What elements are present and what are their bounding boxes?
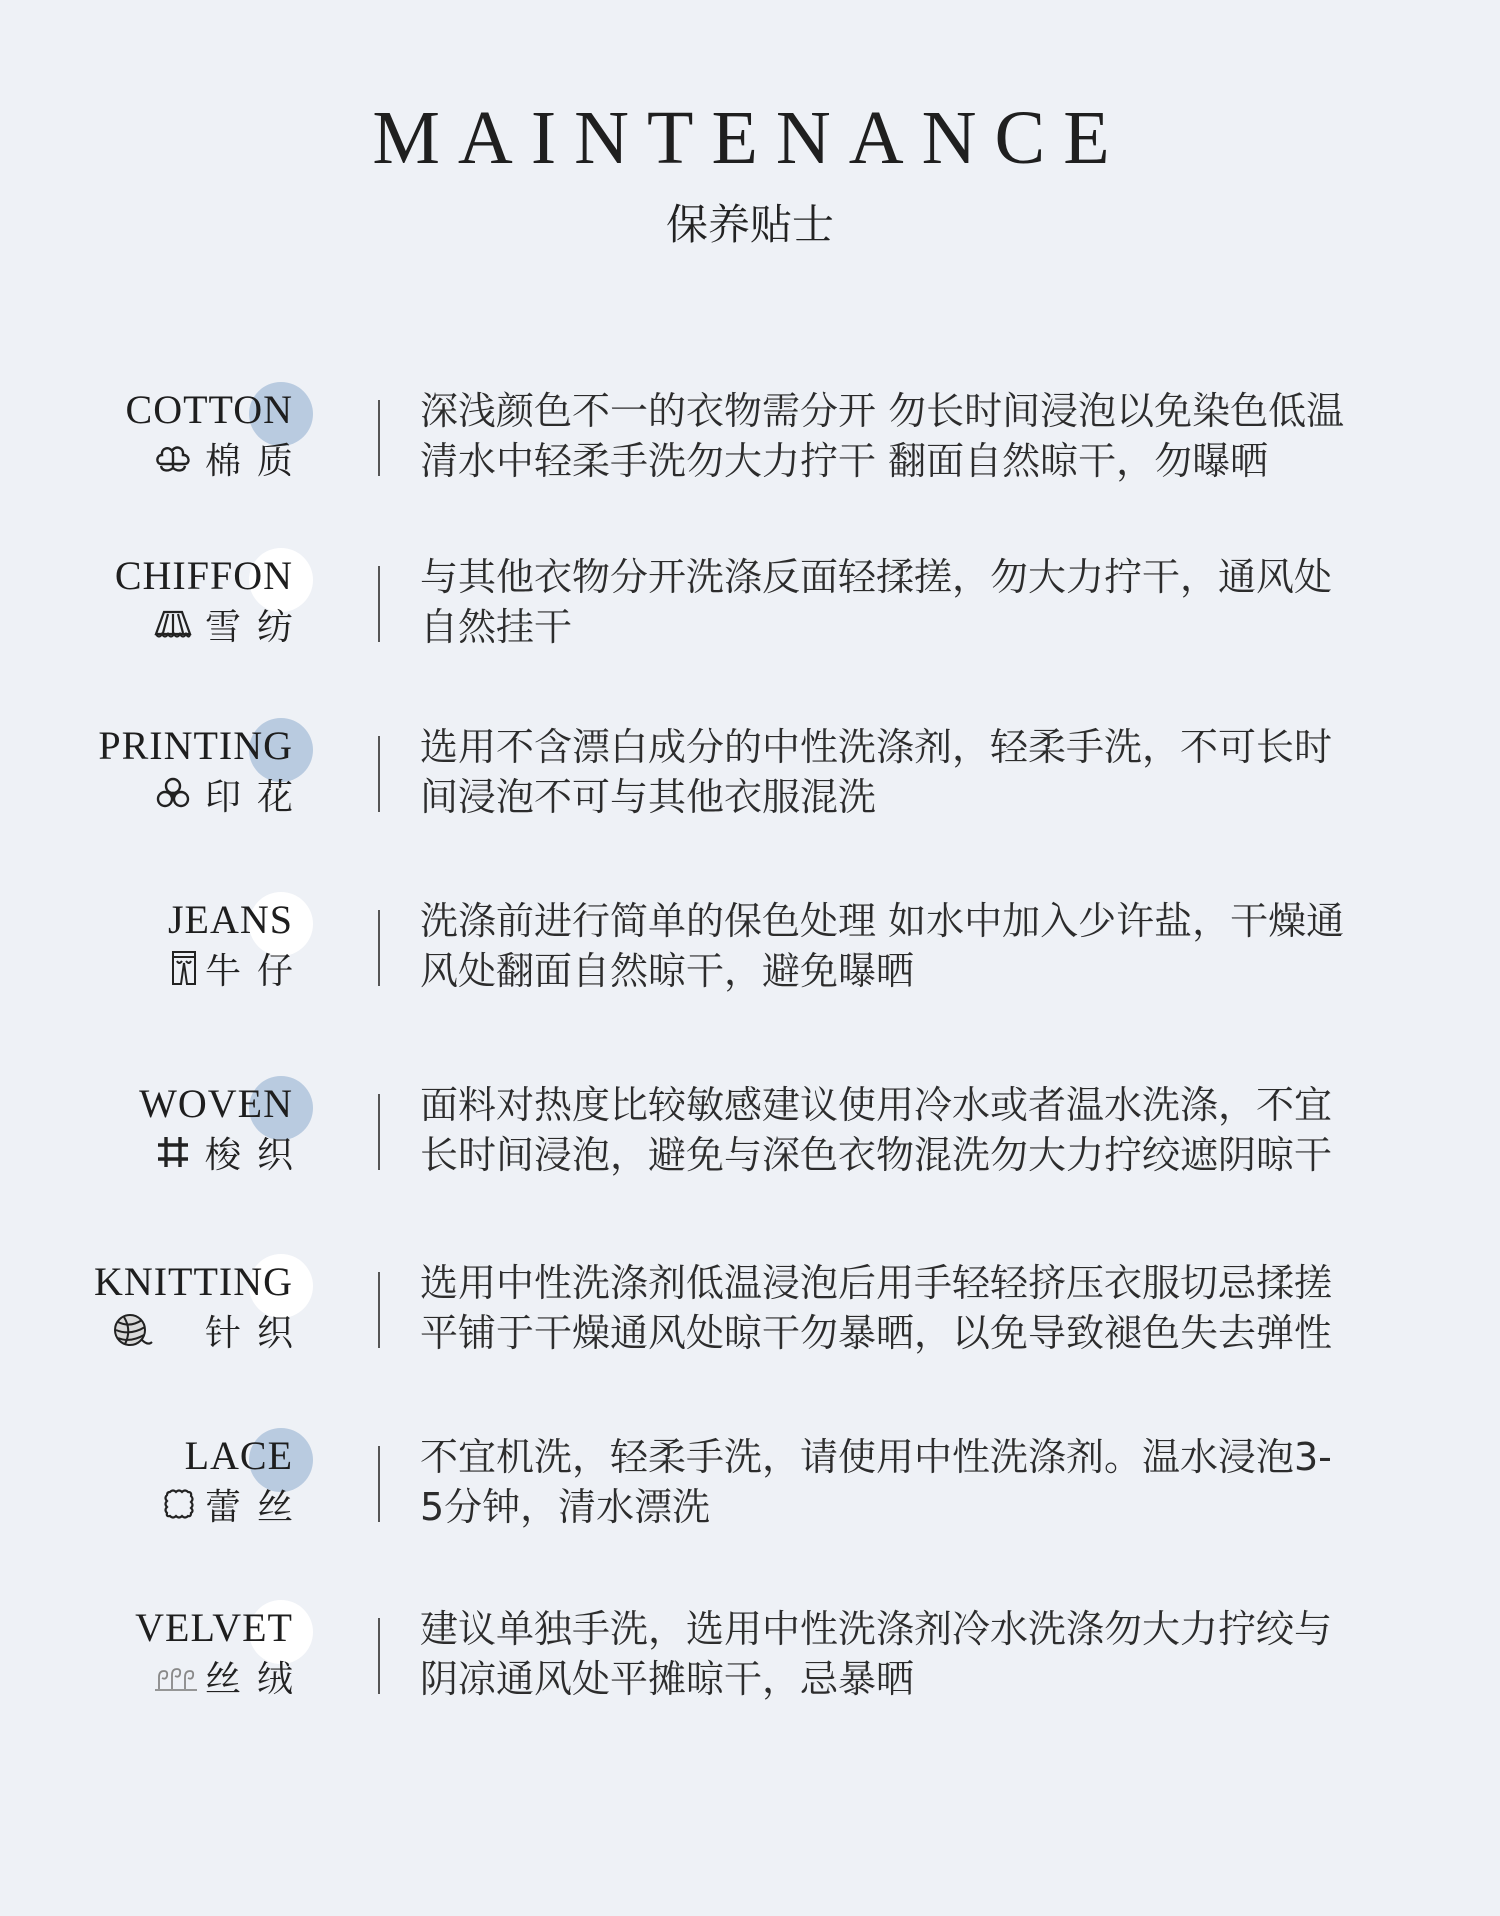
fabric-name-zh: 印花 (204, 776, 309, 818)
divider (378, 1618, 380, 1694)
fabric-name-en: JEANS (167, 897, 293, 942)
velvet-icon (153, 1654, 199, 1698)
care-item-printing (0, 722, 1500, 832)
care-item-knitting (0, 1258, 1500, 1368)
fabric-label (53, 896, 309, 1006)
fabric-name-en: CHIFFON (114, 553, 293, 598)
care-item-lace (0, 1432, 1500, 1542)
care-line: 清水中轻柔手洗勿大力拧干 翻面自然晾干，勿曝晒 (420, 439, 1269, 483)
fabric-name-en: VELVET (135, 1605, 293, 1650)
care-line: 平铺于干燥通风处晾干勿暴晒，以免导致褪色失去弹性 (420, 1311, 1333, 1355)
care-line: 面料对热度比较敏感建议使用冷水或者温水洗涤，不宜 (420, 1083, 1333, 1127)
care-instructions (420, 1432, 1500, 1532)
fabric-name-zh: 针织 (204, 1312, 309, 1354)
fabric-label (53, 1080, 309, 1190)
yarn-ball-icon (111, 1308, 155, 1352)
fabric-name-zh: 丝绒 (204, 1658, 309, 1700)
care-line: 深浅颜色不一的衣物需分开 勿长时间浸泡以免染色低温 (420, 389, 1345, 433)
care-line: 与其他衣物分开洗涤反面轻揉搓，勿大力拧干，通风处 (420, 555, 1333, 599)
care-line: 5分钟，清水漂洗 (420, 1485, 711, 1529)
printing-icon (151, 772, 195, 816)
fabric-name-en: PRINTING (98, 723, 293, 768)
jeans-icon (169, 946, 199, 990)
care-line: 选用中性洗涤剂低温浸泡后用手轻轻挤压衣服切忌揉搓 (420, 1261, 1333, 1305)
divider (378, 1272, 380, 1348)
care-instructions (420, 896, 1500, 996)
fabric-name-en: WOVEN (139, 1081, 293, 1126)
care-instructions (420, 1604, 1500, 1704)
care-instructions (420, 1080, 1500, 1180)
care-item-velvet (0, 1604, 1500, 1714)
care-line: 建议单独手洗，选用中性洗涤剂冷水洗涤勿大力拧绞与 (420, 1607, 1333, 1651)
fabric-label (53, 1604, 309, 1714)
fabric-name-en: LACE (184, 1433, 293, 1478)
care-line: 洗涤前进行简单的保色处理 如水中加入少许盐，干燥通 (420, 899, 1345, 943)
fabric-name-en: COTTON (125, 387, 293, 432)
chiffon-icon (151, 602, 195, 646)
care-item-jeans (0, 896, 1500, 1006)
divider (378, 566, 380, 642)
fabric-label (53, 1432, 309, 1542)
care-line: 间浸泡不可与其他衣服混洗 (420, 775, 877, 819)
care-instructions (420, 722, 1500, 822)
care-line: 阴凉通风处平摊晾干，忌暴晒 (420, 1657, 915, 1701)
fabric-label (53, 1258, 309, 1368)
care-line: 自然挂干 (420, 605, 573, 649)
divider (378, 910, 380, 986)
care-item-chiffon (0, 552, 1500, 662)
care-instructions (420, 552, 1500, 652)
divider (378, 1094, 380, 1170)
fabric-name-zh: 牛仔 (204, 950, 309, 992)
fabric-label (53, 386, 309, 496)
page-title: MAINTENANCE (372, 96, 1128, 180)
divider (378, 736, 380, 812)
care-item-cotton (0, 386, 1500, 496)
fabric-label (53, 552, 309, 662)
fabric-name-zh: 蕾丝 (204, 1486, 309, 1528)
divider (378, 1446, 380, 1522)
fabric-name-zh: 棉质 (204, 440, 309, 482)
care-line: 长时间浸泡，避免与深色衣物混洗勿大力拧绞遮阴晾干 (420, 1133, 1333, 1177)
care-line: 不宜机洗，轻柔手洗，请使用中性洗涤剂。温水浸泡3- (420, 1435, 1332, 1479)
care-line: 风处翻面自然晾干，避免曝晒 (420, 949, 915, 993)
lace-icon (161, 1482, 197, 1526)
page-subtitle: 保养贴士 (665, 200, 834, 249)
cotton-icon (151, 436, 195, 480)
care-instructions (420, 1258, 1500, 1358)
fabric-name-zh: 雪纺 (204, 606, 309, 648)
divider (378, 400, 380, 476)
fabric-name-zh: 梭织 (204, 1134, 309, 1176)
fabric-label (53, 722, 309, 832)
care-item-woven (0, 1080, 1500, 1190)
care-line: 选用不含漂白成分的中性洗涤剂，轻柔手洗，不可长时 (420, 725, 1333, 769)
care-instructions (420, 386, 1500, 486)
woven-icon (151, 1130, 195, 1174)
fabric-name-en: KNITTING (93, 1259, 293, 1304)
